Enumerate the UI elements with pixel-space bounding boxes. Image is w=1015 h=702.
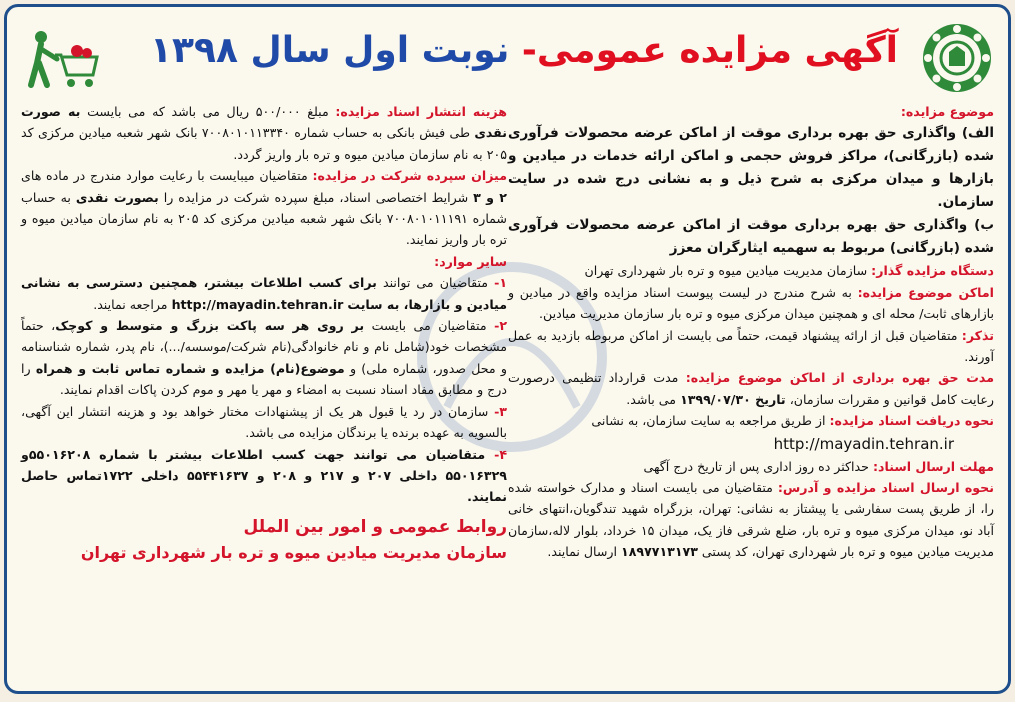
duration-row: [508, 367, 994, 410]
shopping-cart-icon: [25, 29, 101, 91]
receive-label: نحوه دریافت اسناد مزایده:: [829, 413, 994, 429]
note-text: متقاضیان قبل از ارائه پیشنهاد قیمت، حتماً می بایست از اماکن مربوطه بازدید به عمل آورند.: [508, 327, 994, 365]
send-text: متقاضیان می بایست اسناد و مدارک خواسته شده را، از طریق پست سفارشی یا پیشتاز به نشانی: تهران، بزرگراه شهید تندگویان،انتهای خانی آباد نو، میدان مرکزی میوه و تره بار، ضلع شرقی فاز یک، میدان ۱۵ خرداد، بلوار لاله،سازمان مدیریت میادین میوه و تره بار شهرداری تهران، کد پستی: [508, 480, 994, 560]
deadline-label: مهلت ارسال اسناد:: [872, 458, 994, 474]
receive-text: از طریق مراجعه به سایت سازمان، به نشانی: [591, 413, 826, 429]
item-3-text: سازمان در رد یا قبول هر یک از پیشنهادات مختار خواهد بود و هزینه انتشار این آگهی، بالسویه به عهده برنده یا برندگان مزایده می باشد.: [21, 403, 507, 441]
deadline-row: [508, 456, 994, 477]
item-4-text: متقاضیان می توانند جهت کسب اطلاعات بیشتر با شماره ۵۵۰۱۶۲۰۸و ۵۵۰۱۶۳۲۹ داخلی ۲۰۷ و ۲۱۷ و ۲۰۸ و ۵۵۴۴۱۶۳۷ داخلی ۱۷۲۲تماس حاصل نمایند.: [21, 446, 507, 505]
duration-end: می باشد.: [626, 391, 677, 407]
duration-date: تاریخ ۱۳۹۹/۰۷/۳۰: [680, 391, 786, 407]
cost-row: [21, 101, 507, 165]
item-2: [21, 315, 507, 401]
receive-url[interactable]: http://mayadin.tehran.ir: [773, 434, 954, 453]
send-row: [508, 477, 994, 563]
item-2-num: ۲-: [494, 318, 507, 334]
title-part2: نوبت اول سال ۱۳۹۸: [150, 30, 510, 71]
item-1-url[interactable]: http://mayadin.tehran.ir: [171, 296, 344, 312]
page-title: [150, 29, 898, 73]
item-4-num: ۴-: [494, 446, 507, 462]
item-1: [21, 272, 507, 315]
subject-b: ب) واگذاری حق بهره برداری موقت از اماکن عرضه محصولات فرآوری شده (بازرگانی) مربوط به سهمیه ایثارگران معزز: [508, 217, 994, 257]
deadline-text: حداکثر ده روز اداری پس از تاریخ درج آگهی: [643, 458, 869, 474]
item-1-bold: برای کسب اطلاعات بیشتر، همچنین دسترسی به نشانی میادین و بازارها، به سایت: [21, 275, 507, 312]
item-3-num: ۳-: [494, 403, 507, 419]
title-part1: آگهی مزایده عمومی-: [521, 30, 898, 71]
deposit-text1: متقاضیان میبایست با رعایت موارد مندرج در ماده های: [21, 168, 308, 184]
places-label: اماکن موضوع مزایده:: [857, 284, 995, 300]
deposit-label: میزان سپرده شرکت در مزایده:: [312, 168, 507, 184]
org-label: دستگاه مزایده گذار:: [871, 263, 994, 279]
other-label: سایر موارد:: [434, 253, 507, 269]
left-column: [21, 101, 507, 566]
cost-label: هزینه انتشار اسناد مزایده:: [335, 104, 508, 119]
deposit-row: [21, 165, 507, 251]
cost-text2: طی فیش بانکی به حساب شماره ۷۰۰۸۰۱۰۱۱۳۳۴۰ بانک شهر شعبه میادین مرکزی کد ۲۰۵ به نام سازمان میادین میوه و تره بار واریز گردد.: [21, 125, 507, 162]
item-1-end: مراجعه نمایند.: [93, 296, 168, 312]
item-1-text: متقاضیان می توانند: [382, 275, 489, 291]
places-text: به شرح مندرج در لیست پیوست اسناد مزایده واقع در میادین و بازارهای ثابت/ محله ای و همچنین میدان مرکزی میوه و تره بار سازمان مدیریت میادین.: [508, 284, 994, 322]
header: [7, 7, 1008, 97]
deposit-bold2: بصورت نقدی: [75, 189, 159, 205]
cost-text1: مبلغ ۵۰۰/۰۰۰ ریال می باشد که می بایست: [87, 104, 329, 119]
deposit-text2: شرایط اختصاصی اسناد، مبلغ سپرده شرکت در مزایده را: [163, 189, 469, 205]
deposit-text3: به حساب شماره ۷۰۰۸۰۱۰۱۱۱۹۱ بانک شهر شعبه میادین مرکزی کد ۲۰۵ به نام سازمان میادین میوه و تره بار واریز نمایند.: [21, 189, 507, 248]
cost-bold1: به صورت نقدی: [21, 104, 507, 141]
item-3: [21, 401, 507, 444]
right-column: [508, 101, 994, 563]
item-2-bold1: بر روی هر سه پاکت بزرگ و متوسط و کوچک: [55, 318, 365, 334]
footer-line-2: سازمان مدیریت میادین میوه و تره بار شهرداری تهران: [80, 542, 507, 562]
duration-text: مدت قرارداد تنظیمی درصورت رعایت کامل قوانین و مقررات سازمان،: [508, 370, 994, 407]
note-row: [508, 325, 994, 368]
send-end: ارسال نمایند.: [547, 544, 618, 560]
item-2-bold2: موضوع(نام) مزایده و شماره تماس ثابت و همراه: [35, 360, 345, 376]
subject-a: الف) واگذاری حق بهره برداری موقت از اماکن عرضه محصولات فرآوری شده (بازرگانی)، مراکز فروش حجمی و اماکن ارائه خدمات در میادین و بازارها و میدان مرکزی به شرح ذیل و به نشانی درج شده در سایت سازمان.: [508, 125, 994, 211]
item-1-num: ۱-: [494, 275, 507, 291]
footer-line-1: روابط عمومی و امور بین الملل: [243, 516, 507, 537]
org-row: [508, 260, 994, 281]
subject-label: موضوع مزایده:: [900, 104, 994, 119]
duration-label: مدت حق بهره برداری از اماکن موضوع مزایده:: [685, 370, 994, 386]
deposit-bold1: ۲ و ۳: [473, 189, 507, 205]
footer-signature: [21, 514, 507, 566]
item-4: [21, 444, 507, 508]
send-label: نحوه ارسال اسناد مزایده و آدرس:: [777, 480, 994, 496]
item-2-text2: ، حتماً مشخصات خود(شامل نام و نام خانوادگی(نام شرکت/موسسه/...)، نام پدر، شماره شناسنامه و محل صدور، شماره ملی) و: [21, 318, 507, 376]
other-row: [21, 251, 507, 272]
note-label: تذکر:: [961, 327, 994, 343]
item-2-text1: متقاضیان می بایست: [371, 318, 487, 334]
item-2-text3: را درج و مطابق مفاد اسناد نسبت به امضاء و مهر یا مهر و موم کردن پاکات اقدام نمایند.: [21, 360, 507, 398]
places-row: [508, 282, 994, 325]
advertisement-page: [4, 4, 1011, 694]
org-text: سازمان مدیریت میادین میوه و تره بار شهرداری تهران: [584, 263, 868, 279]
send-postal: ۱۸۹۷۷۱۳۱۷۳: [621, 544, 698, 560]
receive-row: [508, 410, 994, 431]
tehran-municipality-logo-icon: [920, 21, 994, 95]
